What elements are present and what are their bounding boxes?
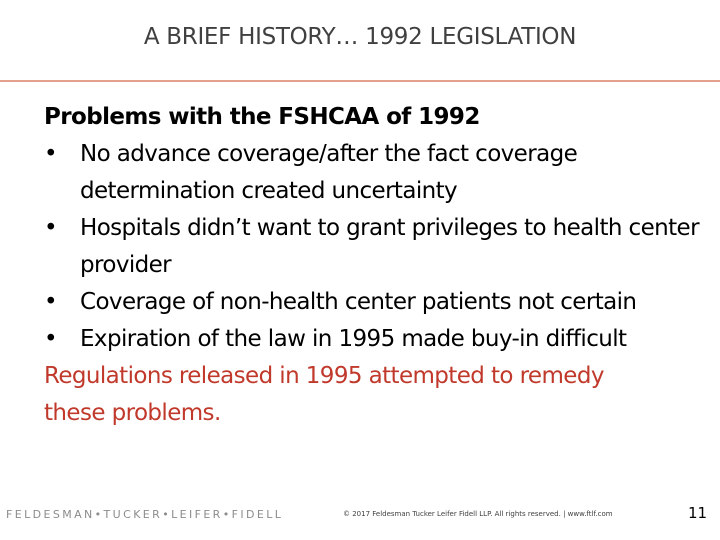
bullet-item: [44, 210, 700, 284]
bullet-item: [44, 321, 700, 358]
closing-statement: Regulations released in 1995 attempted to remedy these problems.: [44, 363, 604, 426]
bullet-text: Hospitals didn’t want to grant privileges to health center provider: [80, 215, 699, 278]
bullet-list: [44, 136, 714, 358]
title-divider: [0, 80, 720, 82]
bullet-text: Coverage of non-health center patients not certain: [80, 289, 637, 315]
section-heading: Problems with the FSHCAA of 1992: [44, 104, 480, 130]
slide-body: [44, 99, 714, 432]
bullet-marker: •: [44, 141, 57, 167]
bullet-item: [44, 284, 700, 321]
bullet-text: Expiration of the law in 1995 made buy-in difficult: [80, 326, 627, 352]
firm-logo: FELDESMAN•TUCKER•LEIFER•FIDELL: [6, 508, 284, 521]
bullet-item: [44, 136, 700, 210]
bullet-marker: •: [44, 215, 57, 241]
slide-title: A BRIEF HISTORY… 1992 LEGISLATION: [143, 24, 577, 50]
copyright-notice: © 2017 Feldesman Tucker Leifer Fidell LLP. All rights reserved. | www.ftlf.com: [343, 510, 613, 518]
bullet-text: No advance coverage/after the fact coverage determination created uncertainty: [80, 141, 578, 204]
page-number: 11: [688, 504, 708, 522]
bullet-marker: •: [44, 289, 57, 315]
bullet-marker: •: [44, 326, 57, 352]
